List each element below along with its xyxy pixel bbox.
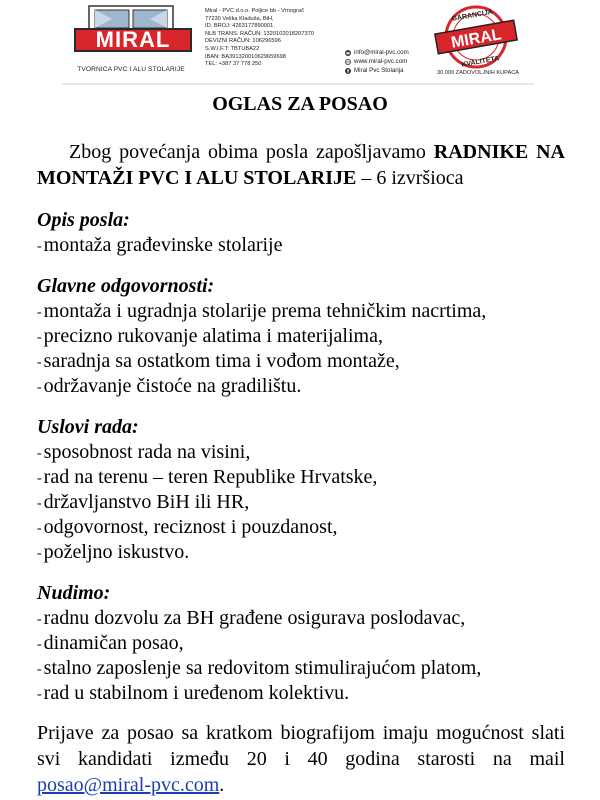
company-line: ID. BROJ: 4263177890001 [205,23,274,30]
section-heading-uslovi-rada: Uslovi rada: [37,416,139,438]
list-item [37,489,249,517]
seal-wordmark: MIRAL [449,26,503,52]
list-item [37,464,377,492]
company-line: TEL: +387 37 778 250 [205,61,262,68]
list-item-text: poželjno iskustvo. [43,541,190,563]
list-item [37,605,465,633]
list-item-text: rad u stabilnom i uređenom kolektivu. [43,682,350,704]
bullet-dash: - [37,239,42,254]
list-item-text: dinamičan posao, [43,632,184,654]
section-heading-nudimo: Nudimo: [37,582,111,604]
contact-email-text: info@miral-pvc.com [354,49,409,56]
bullet-dash: - [37,662,42,677]
facebook-icon [345,68,351,74]
list-item [37,680,349,708]
company-line: NLB TRANS. RAČUN: 1320102018207370 [205,30,314,37]
company-line: IBAN: BA391320010629659698 [205,53,286,60]
globe-icon [345,59,351,65]
application-email-link[interactable]: posao@miral-pvc.com [37,774,220,796]
bullet-dash: - [37,355,42,370]
closing-paragraph [37,720,565,798]
list-item [37,630,184,658]
company-line: Miral - PVC d.o.o. Poljice bb - Vrnograč [205,8,305,14]
seal-subtext: 30.000 ZADOVOLJNIH KUPACA [437,70,519,76]
company-line: S.W.I.F.T: TBTUBA22 [205,45,260,52]
email-icon [345,50,351,56]
list-item [37,323,383,351]
list-item [37,348,400,376]
list-item-text: odgovornost, reciznost i pouzdanost, [43,516,338,538]
quality-guarantee-seal [430,3,522,69]
closing-period: . [219,774,225,796]
list-item-text: radnu dozvolu za BH građene osigurava poslodavac, [43,607,466,629]
list-item-text: državljanstvo BiH ili HR, [43,491,250,513]
list-item [37,514,338,542]
bullet-dash: - [37,637,42,652]
logo-wordmark-box [74,28,192,52]
bullet-dash: - [37,446,42,461]
letterhead [62,0,534,85]
list-item [37,232,282,260]
page-title: OGLAS ZA POSAO [212,93,388,115]
logo-tagline: TVORNICA PVC I ALU STOLARIJE [77,66,185,73]
list-item-text: saradnja sa ostatkom tima i vođom montaže, [43,350,400,372]
bullet-dash: - [37,305,42,320]
bullet-dash: - [37,496,42,511]
bullet-dash: - [37,471,42,486]
list-item [37,373,301,401]
intro-count: – 6 izvršioca [356,167,464,189]
list-item-text: održavanje čistoće na gradilištu. [43,375,302,397]
list-item-text: montaža građevinske stolarije [43,234,283,256]
closing-text: Prijave za posao sa kratkom biografijom imaju mogućnost slati svi kandidati između 20 i 40 godina starosti na mail [37,722,565,770]
company-line: 77230 Velika Kladuša, BiH, [205,15,274,22]
list-item [37,539,189,567]
bullet-dash: - [37,330,42,345]
intro-paragraph [37,139,565,191]
contact-website-text: www.miral-pvc.com [354,58,408,65]
logo-wordmark: MIRAL [95,27,171,52]
list-item [37,655,481,683]
bullet-dash: - [37,687,42,702]
bullet-dash: - [37,546,42,561]
list-item [37,439,250,467]
list-item-text: stalno zaposlenje sa redovitom stimulirajućom platom, [43,657,482,679]
miral-logo [67,4,195,76]
company-details [205,8,345,69]
section-heading-odgovornosti: Glavne odgovornosti: [37,275,215,297]
bullet-dash: - [37,380,42,395]
list-item-text: montaža i ugradnja stolarije prema tehničkim nacrtima, [43,300,487,322]
list-item-text: precizno rukovanje alatima i materijalima, [43,325,383,347]
list-item-text: rad na terenu – teren Republike Hrvatske, [43,466,378,488]
intro-text: Zbog povećanja obima posla zapošljavamo [69,141,434,163]
bullet-dash: - [37,521,42,536]
bullet-dash: - [37,612,42,627]
list-item-text: sposobnost rada na visini, [43,441,251,463]
contact-facebook-text: Miral Pvc Stolarija [354,67,404,74]
list-item [37,298,486,326]
company-line: DEVIZNI RAČUN: 106296596 [205,38,281,45]
seal-bottom-text: KVALITETA [460,55,500,69]
intro-position: RADNIKE NA MONTAŽI PVC I ALU STOLARIJE [37,141,566,189]
section-heading-opis-posla: Opis posla: [37,209,130,231]
seal-top-text: GARANCIJA [451,8,494,23]
